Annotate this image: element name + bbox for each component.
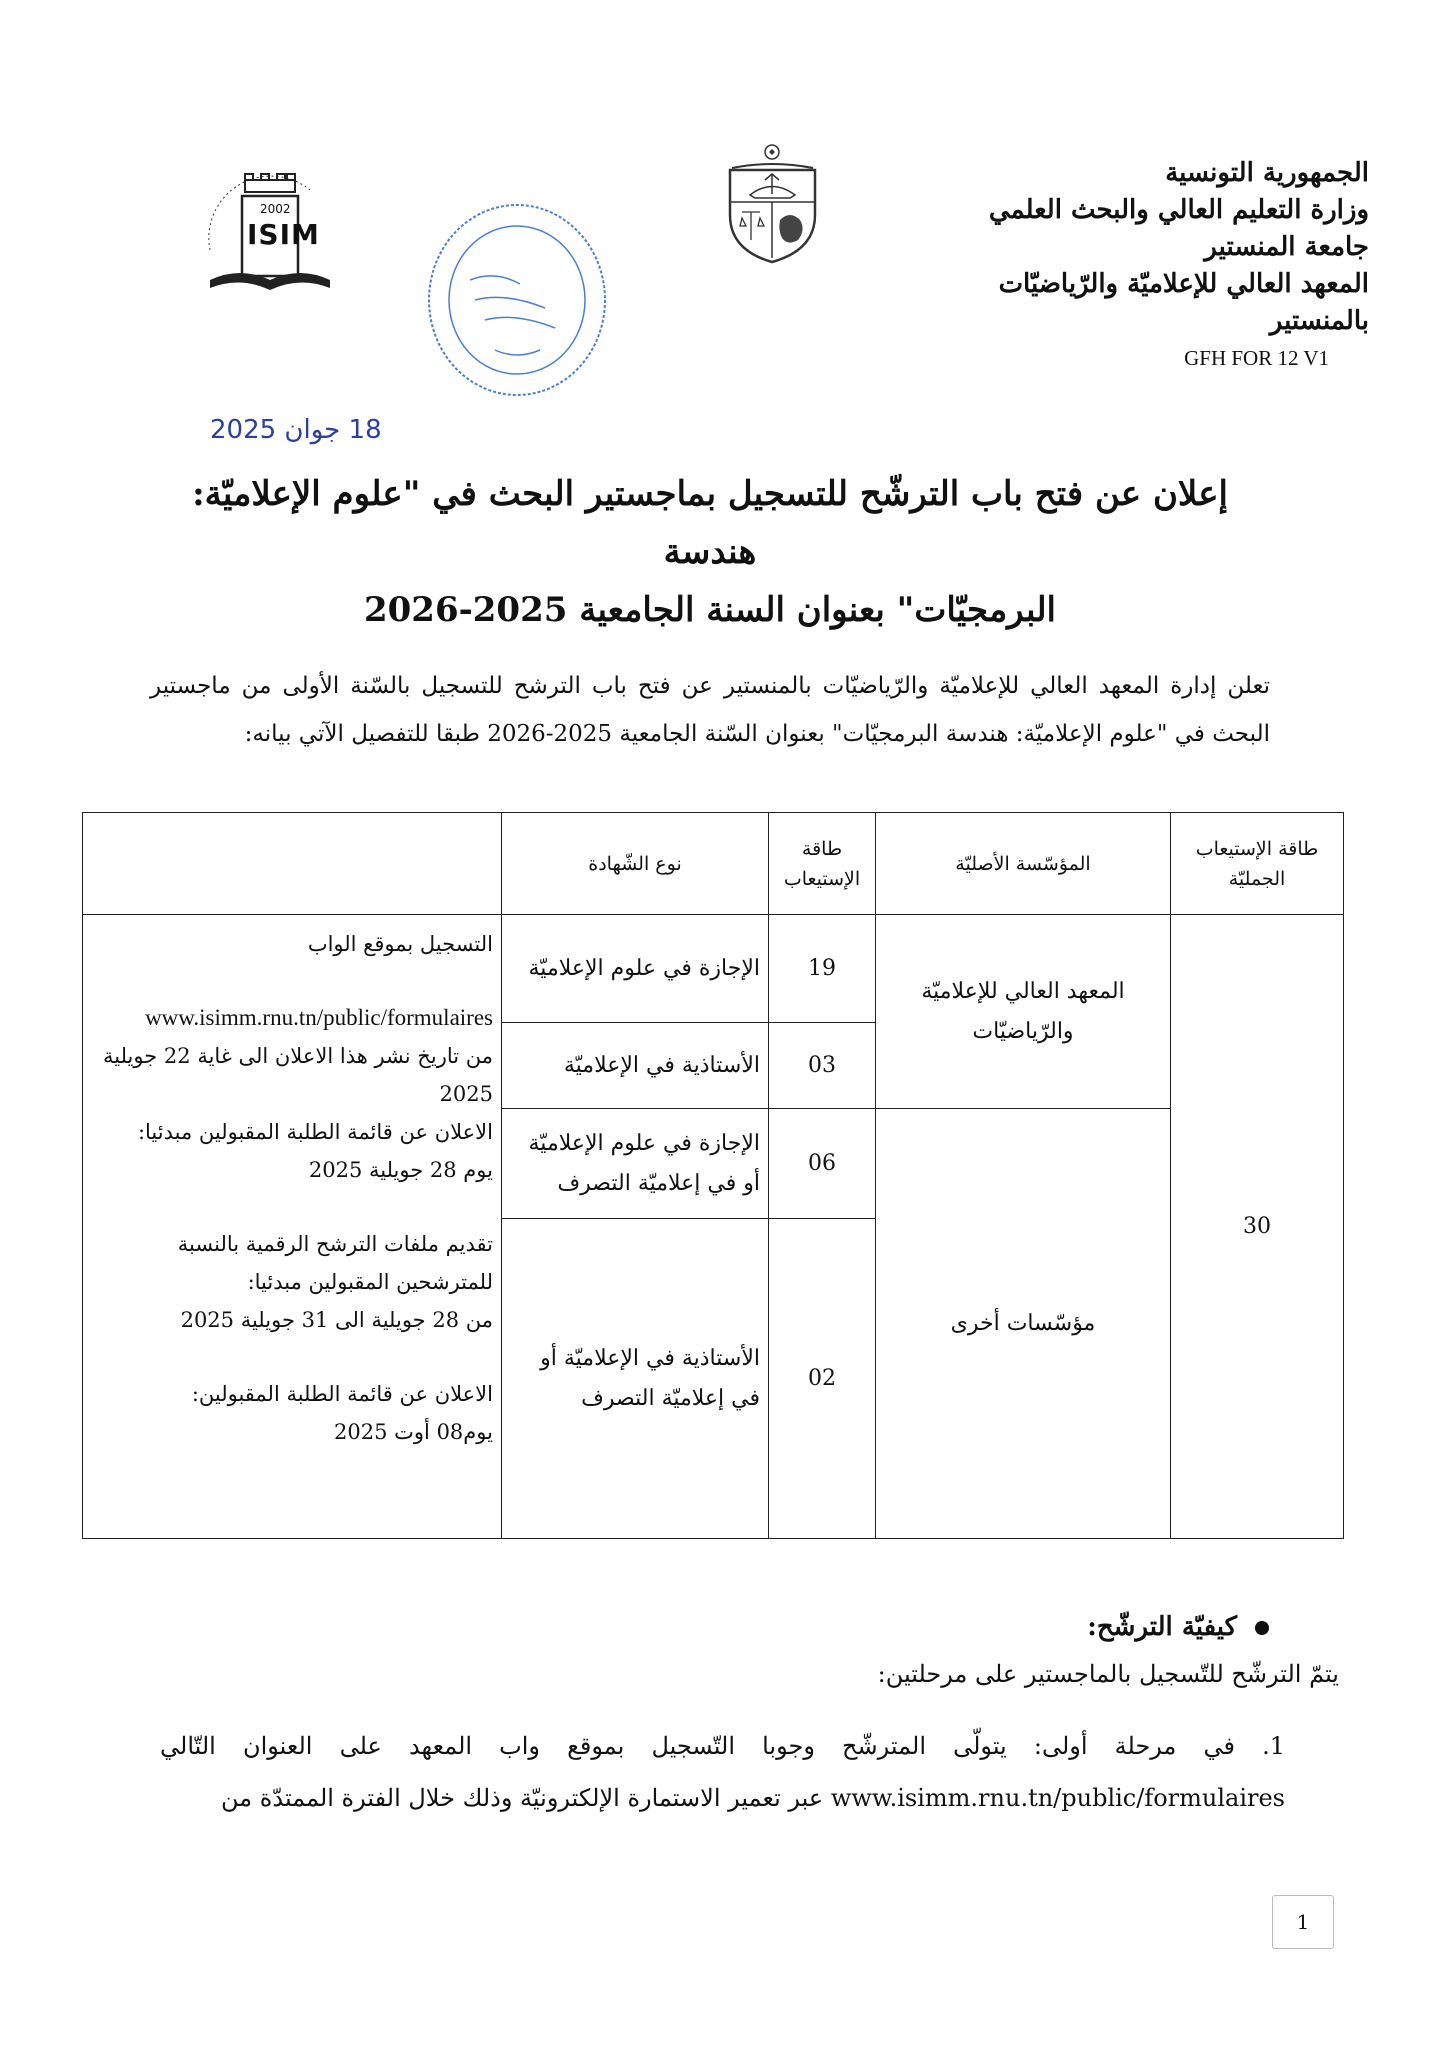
- header-block: [849, 155, 1369, 371]
- page-title: [170, 465, 1250, 639]
- capacity-cell: 19: [769, 915, 876, 1023]
- step-1-paragraph: 1. في مرحلة أولى: يتولّى المترشّح وجوبا التّسجيل بموقع واب المعهد على العنوان التّالي www.isimm.rnu.tn/public/formulaires عبر تعمير الاستمارة الإلكترونيّة وذلك خلال الفترة الممتدّة من: [160, 1732, 1285, 1812]
- degree-cell: الإجازة في علوم الإعلاميّة: [502, 915, 769, 1023]
- header-institution: المؤسّسة الأصليّة: [876, 813, 1171, 915]
- intro-paragraph: تعلن إدارة المعهد العالي للإعلاميّة والرّياضيّات بالمنستير عن فتح باب الترشح للتسجيل بالسّنة الأولى من ماجستير البحث في "علوم الإعلاميّة: هندسة البرمجيّات" بعنوان السّنة الجامعية 2025-2026 طبقا للتفصيل الآتي بيانه:: [150, 673, 1270, 747]
- capacity-cell: 03: [769, 1023, 876, 1109]
- form-code: GFH FOR 12 V1: [1184, 346, 1329, 370]
- coat-of-arms-icon: [720, 140, 825, 265]
- section-title: [1087, 1612, 1269, 1642]
- how-title-text: كيفيّة الترشّح:: [1087, 1612, 1237, 1642]
- note-reg-period: من تاريخ نشر هذا الاعلان الى غاية 22 جويلية 2025: [103, 1044, 493, 1106]
- table-row: [83, 915, 1344, 1023]
- header-line: وزارة التعليم العالي والبحث العلمي: [988, 195, 1369, 225]
- note-final-label: الاعلان عن قائمة الطلبة المقبولين:: [191, 1382, 493, 1406]
- header-line: الجمهورية التونسية: [1165, 158, 1369, 188]
- title-line-2: البرمجيّات" بعنوان السنة الجامعية 2025-2026: [363, 590, 1057, 630]
- capacity-cell: 02: [769, 1219, 876, 1539]
- degree-cell: الأستاذية في الإعلاميّة أو في إعلاميّة التصرف: [502, 1219, 769, 1539]
- institution-cell: المعهد العالي للإعلاميّة والرّياضيّات: [876, 915, 1171, 1109]
- logo-year: 2002: [260, 202, 291, 216]
- note-files-period: من 28 جويلية الى 31 جويلية 2025: [180, 1308, 493, 1332]
- page-number: 1: [1272, 1895, 1334, 1949]
- capacity-cell: 06: [769, 1109, 876, 1219]
- date-stamp: 18 جوان 2025: [210, 415, 382, 445]
- note-files-label: تقديم ملفات الترشح الرقمية بالنسبة للمترشحين المقبولين مبدئيا:: [177, 1232, 493, 1294]
- institution-cell: مؤسّسات أخرى: [876, 1109, 1171, 1539]
- capacity-table: [82, 812, 1344, 1539]
- notes-cell: [83, 915, 502, 1539]
- logo-letters: ISIM: [247, 218, 320, 251]
- note-prelim-label: الاعلان عن قائمة الطلبة المقبولين مبدئيا:: [137, 1120, 493, 1144]
- registration-url: www.isimm.rnu.tn/public/formulaires: [145, 1005, 493, 1030]
- header-total-capacity: طاقة الإستيعاب الجمليّة: [1171, 813, 1344, 915]
- title-line-1: إعلان عن فتح باب الترشّح للتسجيل بماجستير البحث في "علوم الإعلاميّة: هندسة: [192, 474, 1228, 572]
- table-header-row: [83, 813, 1344, 915]
- header-line: المعهد العالي للإعلاميّة والرّياضيّات: [998, 269, 1369, 299]
- header-line: بالمنستير: [1269, 306, 1369, 336]
- degree-cell: الأستاذية في الإعلاميّة: [502, 1023, 769, 1109]
- note-prelim-date: يوم 28 جويلية 2025: [308, 1158, 493, 1182]
- total-capacity-cell: 30: [1171, 915, 1344, 1539]
- note-reg-label: التسجيل بموقع الواب: [307, 932, 493, 956]
- bullet-icon: [1255, 1621, 1269, 1635]
- header-degree: نوع الشّهادة: [502, 813, 769, 915]
- header-capacity: طاقة الإستيعاب: [769, 813, 876, 915]
- degree-cell: الإجازة في علوم الإعلاميّة أو في إعلاميّة التصرف: [502, 1109, 769, 1219]
- header-notes: [83, 813, 502, 915]
- note-final-date: يوم08 أوت 2025: [334, 1420, 493, 1444]
- header-line: جامعة المنستير: [1204, 232, 1369, 262]
- how-intro: يتمّ الترشّح للتّسجيل بالماجستير على مرحلتين:: [877, 1660, 1339, 1688]
- institution-stamp-icon: [425, 200, 610, 400]
